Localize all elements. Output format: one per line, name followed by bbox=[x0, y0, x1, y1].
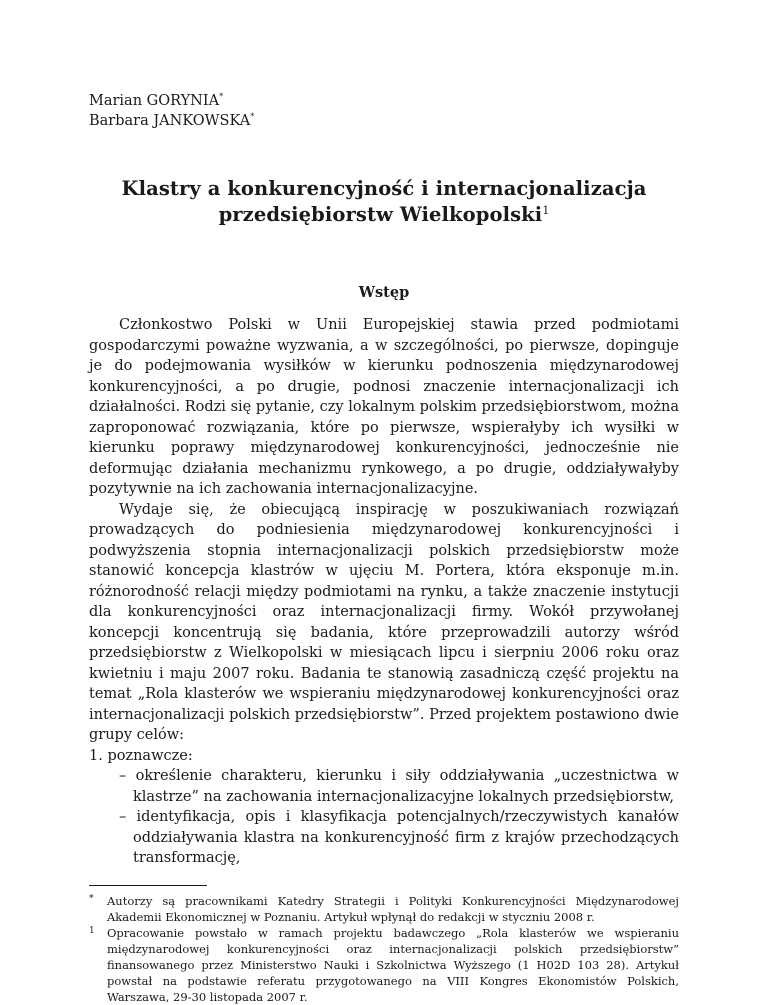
footnote-mark: * bbox=[89, 894, 94, 904]
section-heading: Wstęp bbox=[358, 284, 410, 301]
list-subitem: – identyfikacja, opis i klasyfikacja potencjalnych/rzeczywistych kanałów oddziaływania klastra na konkurencyjność firm z krajów przechodzących transformację, bbox=[119, 809, 679, 866]
title-line-1: Klastry a konkurencyjność i internacjonalizacja bbox=[121, 177, 647, 200]
footnote-text: Autorzy są pracownikami Katedry Strategii i Polityki Konkurencyjności Międzynarodowej Akademii Ekonomicznej w Poznaniu. Artykuł wpłynął do redakcji w styczniu 2008 r. bbox=[107, 894, 679, 924]
list-subitem: – określenie charakteru, kierunku i siły oddziaływania „uczestnictwa w klastrze” na zachowania internacjonalizacyjne lokalnych przedsiębiorstw, bbox=[119, 768, 679, 805]
article-title bbox=[89, 176, 679, 228]
footnote-mark: 1 bbox=[89, 926, 95, 936]
footnotes bbox=[89, 893, 679, 1005]
body-paragraph: Członkostwo Polski w Unii Europejskiej stawia przed podmiotami gospodarczymi poważne wyzwania, a w szczególności, po pierwsze, dopinguje je do podejmowania wysiłków w kierunku podnoszenia międzynarodowej konkurencyjności, a po drugie, podnosi znaczenie internacjonalizacji ich działalności. Rodzi się pytanie, czy lokalnym polskim przedsiębiorstwom, można zaproponować rozwiązania, które po pierwsze, wspierałyby ich wysiłki w kierunku poprawy międzynarodowej konkurencyjności, jednocześnie nie deformując działania mechanizmu rynkowego, a po drugie, oddziaływałyby pozytywnie na ich zachowania internacjonalizacyjne. bbox=[89, 317, 679, 497]
footnote-divider bbox=[89, 885, 207, 886]
footnote-mark: * bbox=[219, 92, 224, 101]
author-name: Barbara JANKOWSKA* bbox=[89, 112, 255, 129]
footnote bbox=[89, 925, 679, 1005]
title-footnote-ref: 1 bbox=[542, 204, 550, 217]
document-page bbox=[89, 0, 679, 1004]
article-body bbox=[89, 315, 679, 869]
footnote bbox=[89, 893, 679, 925]
list-item-number: 1. poznawcze: bbox=[89, 747, 193, 764]
author-name: Marian GORYNIA* bbox=[89, 92, 224, 109]
footnote-text: Opracowanie powstało w ramach projektu badawczego „Rola klasterów we wspieraniu międzynarodowej konkurencyjności oraz internacjonalizacji polskich przedsiębiorstw” finansowanego przez Ministerstwo Nauki i Szkolnictwa Wyższego (1 H02D 103 28). Artykuł powstał na podstawie referatu przygotowanego na VIII Kongres Ekonomistów Polskich, Warszawa, 29-30 listopada 2007 r. bbox=[107, 926, 679, 1004]
author-list bbox=[89, 91, 254, 131]
body-paragraph: Wydaje się, że obiecującą inspirację w poszukiwaniach rozwiązań prowadzących do podniesienia międzynarodowej konkurencyjności i podwyższenia stopnia internacjonalizacji polskich przedsiębiorstw może stanowić koncepcja klastrów w ujęciu M. Portera, która eksponuje m.in. różnorodność relacji między podmiotami na rynku, a także znaczenie instytucji dla konkurencyjności oraz internacjonalizacji firmy. Wokół przywołanej koncepcji koncentrują się badania, które przeprowadzili autorzy wśród przedsiębiorstw z Wielkopolski w miesiącach lipcu i sierpniu 2006 roku oraz kwietniu i maju 2007 roku. Badania te stanowią zasadniczą część projektu na temat „Rola klasterów we wspieraniu międzynarodowej konkurencyjności oraz internacjonalizacji polskich przedsiębiorstw”. Przed projektem postawiono dwie grupy celów: bbox=[89, 501, 679, 743]
footnote-mark: * bbox=[250, 112, 255, 121]
title-line-2: przedsiębiorstw Wielkopolski$^1$ bbox=[218, 203, 550, 226]
